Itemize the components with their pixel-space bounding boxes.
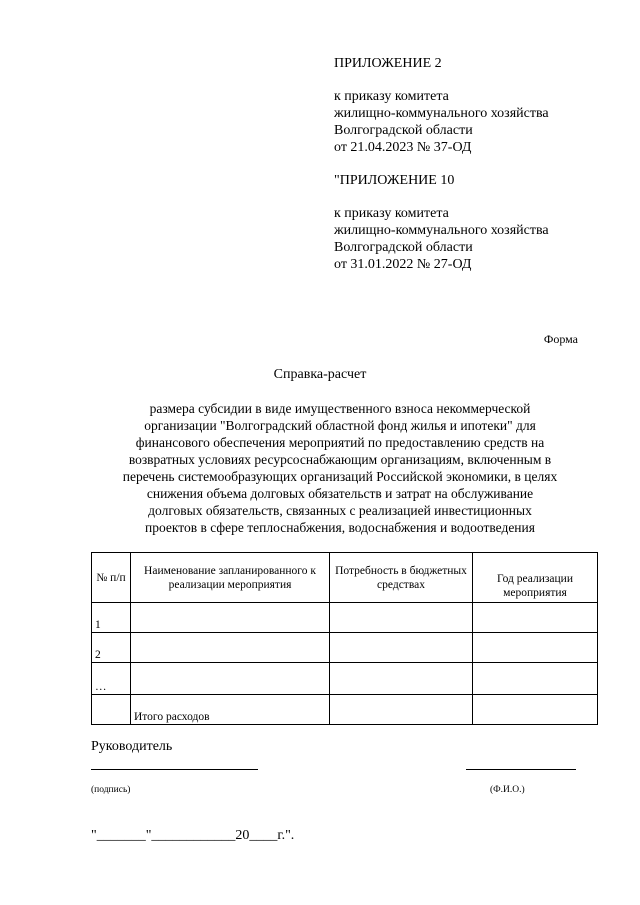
subtitle-line: снижения объема долговых обязательств и затрат на обслуживание — [146, 486, 534, 501]
header-need: Потребность в бюджетных средствах — [330, 553, 473, 603]
table-total-row — [92, 695, 598, 725]
cell-num: … — [92, 663, 131, 695]
appendix-line: Волгоградской области — [334, 123, 473, 138]
cell-num: 1 — [92, 603, 131, 633]
table-row — [92, 663, 598, 695]
calculation-table — [91, 552, 598, 725]
document-title: Справка-расчет — [273, 367, 367, 382]
cell-year — [473, 695, 598, 725]
cell-need — [330, 603, 473, 633]
cell-year — [473, 633, 598, 663]
table-header-row — [92, 553, 598, 603]
subtitle-line: размера субсидии в виде имущественного взноса некоммерческой — [149, 401, 531, 416]
total-label: Итого расходов — [131, 695, 330, 725]
cell-need — [330, 633, 473, 663]
cell-need — [330, 663, 473, 695]
cell-name — [131, 663, 330, 695]
name-caption: (Ф.И.О.) — [490, 785, 525, 795]
head-label: Руководитель — [91, 739, 173, 754]
subtitle-line: финансового обеспечения мероприятий по предоставлению средств на — [135, 435, 545, 450]
table-row — [92, 603, 598, 633]
cell-name — [131, 633, 330, 663]
subtitle-line: перечень системообразующих организаций Российской экономики, в целях — [122, 469, 558, 484]
subtitle-line: долговых обязательств, связанных с реализацией инвестиционных — [148, 503, 532, 518]
quoted-appendix-reference — [334, 205, 549, 273]
appendix-line: жилищно-коммунального хозяйства — [334, 223, 549, 238]
name-line — [466, 769, 576, 770]
subtitle-line: проектов в сфере теплоснабжения, водоснабжения и водоотведения — [145, 520, 535, 535]
quoted-appendix-title: "ПРИЛОЖЕНИЕ 10 — [334, 173, 455, 188]
document-subtitle — [90, 400, 590, 536]
appendix-block — [334, 55, 549, 273]
cell-name — [131, 603, 330, 633]
signature-caption: (подпись) — [91, 785, 131, 795]
cell-num: 2 — [92, 633, 131, 663]
appendix-line: от 31.01.2022 № 27-ОД — [334, 257, 472, 272]
appendix-reference — [334, 88, 549, 156]
appendix-line: жилищно-коммунального хозяйства — [334, 106, 549, 121]
cell-need — [330, 695, 473, 725]
date-line: "_______"____________20____г.". — [91, 828, 295, 843]
form-label: Форма — [543, 332, 578, 346]
cell-num — [92, 695, 131, 725]
subtitle-line: организации "Волгоградский областной фонд жилья и ипотеки" для — [144, 418, 536, 433]
appendix-line: к приказу комитета — [334, 206, 449, 221]
appendix-line: Волгоградской области — [334, 240, 473, 255]
appendix-line: от 21.04.2023 № 37-ОД — [334, 140, 472, 155]
subtitle-line: возвратных условиях ресурсоснабжающим организациям, включенным в — [128, 452, 552, 467]
signature-line — [91, 769, 258, 770]
header-name: Наименование запланированного к реализации мероприятия — [131, 553, 330, 603]
appendix-title: ПРИЛОЖЕНИЕ 2 — [334, 56, 442, 71]
appendix-line: к приказу комитета — [334, 89, 449, 104]
header-year: Год реализации мероприятия — [473, 553, 598, 603]
cell-year — [473, 663, 598, 695]
header-num: № п/п — [92, 553, 131, 603]
table-row — [92, 633, 598, 663]
cell-year — [473, 603, 598, 633]
